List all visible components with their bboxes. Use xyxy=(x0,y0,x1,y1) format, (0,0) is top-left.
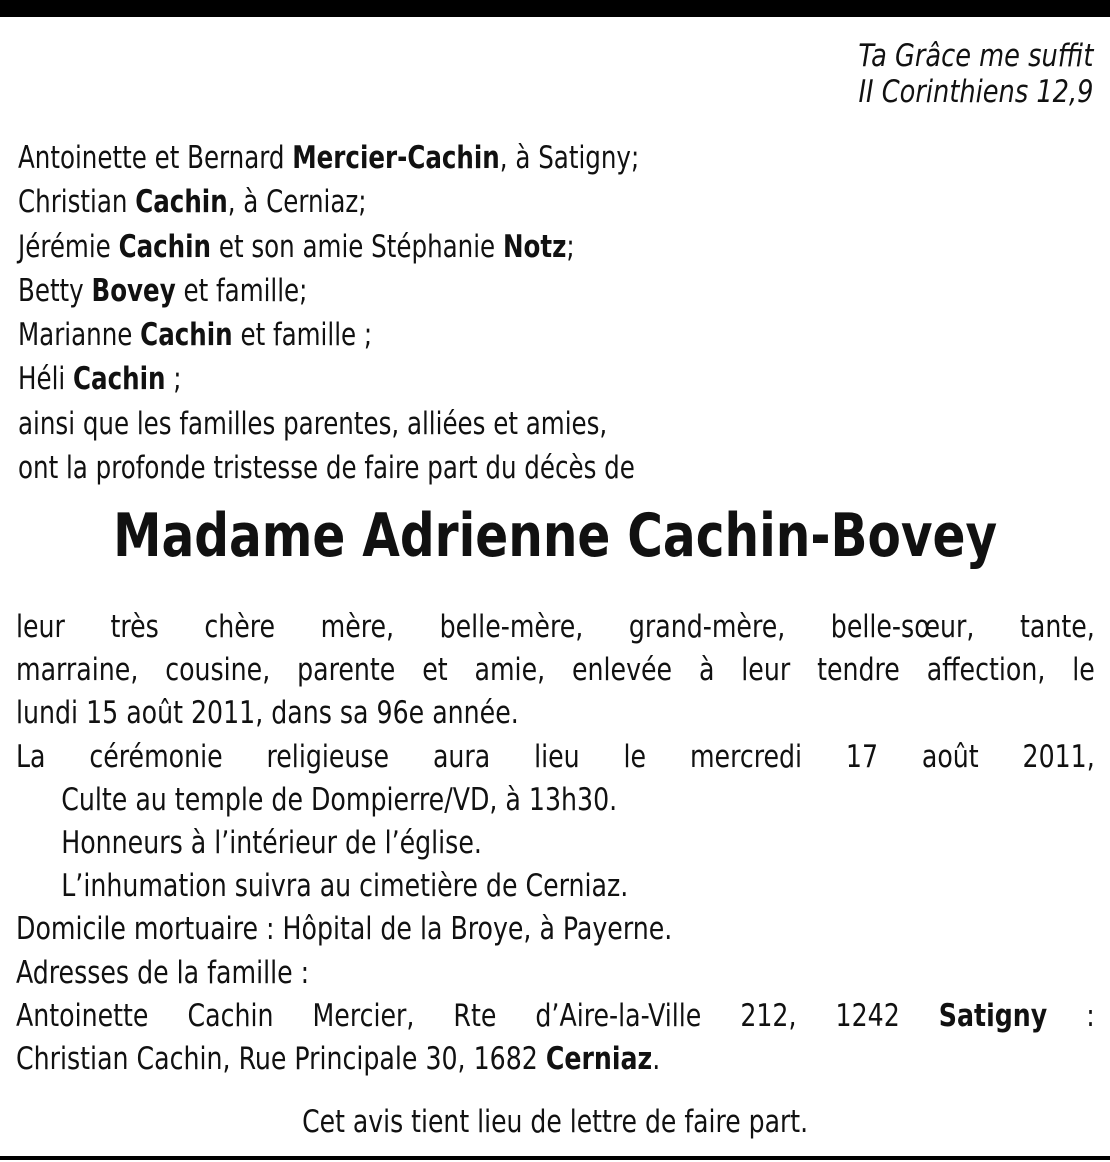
family-line xyxy=(18,269,639,313)
deceased-name-text: Madame Adrienne Cachin-Bovey xyxy=(112,501,998,571)
relation-line-3: lundi 15 août 2011, dans sa 96e année. xyxy=(16,695,519,732)
honors-line: Honneurs à l’intérieur de l’église. xyxy=(61,825,482,862)
address-text: . xyxy=(652,1041,661,1078)
relatives-line: ainsi que les familles parentes, alliées et amies, xyxy=(18,405,608,442)
family-surname: Cachin xyxy=(140,317,233,354)
top-border xyxy=(0,0,1110,17)
family-text: , à Satigny; xyxy=(499,140,640,176)
bible-quote xyxy=(858,38,1093,110)
family-surname: Notz xyxy=(502,228,567,265)
family-text: et famille; xyxy=(175,272,308,309)
announce-line: ont la profonde tristesse de faire part du décès de xyxy=(18,450,635,487)
quote-text: Ta Grâce me suffit xyxy=(857,38,1093,74)
address-text: : xyxy=(1047,997,1095,1034)
family-text: ; xyxy=(566,228,575,265)
bottom-border xyxy=(0,1156,1110,1160)
family-text: Marianne xyxy=(18,317,141,354)
family-text: Héli xyxy=(18,361,73,398)
family-text: Betty xyxy=(18,272,92,309)
addresses-label: Adresses de la famille : xyxy=(16,954,310,991)
address-text: Antoinette Cachin Mercier, Rte d’Aire-la-Ville 212, 1242 xyxy=(16,997,939,1034)
footer-note xyxy=(0,1101,1110,1143)
burial-line: L’inhumation suivra au cimetière de Cerniaz. xyxy=(61,868,629,905)
relation-line-2: marraine, cousine, parente et amie, enlevée à leur tendre affection, le xyxy=(16,652,1095,689)
family-text: et famille ; xyxy=(232,317,373,354)
address-line-2 xyxy=(16,1038,1095,1081)
family-surname: Mercier-Cachin xyxy=(292,140,500,176)
announcement-body xyxy=(16,606,1095,1081)
family-surname: Cachin xyxy=(135,184,228,221)
quote-reference: II Corinthiens 12,9 xyxy=(858,74,1093,110)
ceremony-line-2: Culte au temple de Dompierre/VD, à 13h30. xyxy=(61,781,618,818)
ceremony-line-1: La cérémonie religieuse aura lieu le mercredi 17 août 2011, xyxy=(16,738,1095,775)
address-town: Satigny xyxy=(938,997,1048,1034)
relation-line-1: leur très chère mère, belle-mère, grand-mère, belle-sœur, tante, xyxy=(16,609,1095,645)
family-list xyxy=(18,136,639,490)
family-text: Jérémie xyxy=(18,228,119,265)
family-surname: Bovey xyxy=(91,272,176,309)
footer-text: Cet avis tient lieu de lettre de faire part. xyxy=(302,1104,808,1140)
family-line xyxy=(18,136,639,180)
family-line xyxy=(18,357,639,401)
domicile-line: Domicile mortuaire : Hôpital de la Broye, à Payerne. xyxy=(16,911,673,948)
address-town: Cerniaz xyxy=(545,1041,653,1078)
family-text: Christian xyxy=(18,184,136,221)
deceased-name xyxy=(0,500,1110,572)
family-surname: Cachin xyxy=(73,361,166,398)
address-text: Christian Cachin, Rue Principale 30, 1682 xyxy=(16,1041,546,1078)
address-line-1 xyxy=(16,995,1095,1038)
family-surname: Cachin xyxy=(118,228,212,265)
family-text: Antoinette et Bernard xyxy=(18,140,293,176)
family-text: , à Cerniaz; xyxy=(227,184,367,221)
family-text: ; xyxy=(165,361,182,398)
family-line xyxy=(18,180,639,224)
family-line xyxy=(18,225,639,269)
family-line xyxy=(18,313,639,357)
family-text: et son amie Stéphanie xyxy=(211,228,503,265)
